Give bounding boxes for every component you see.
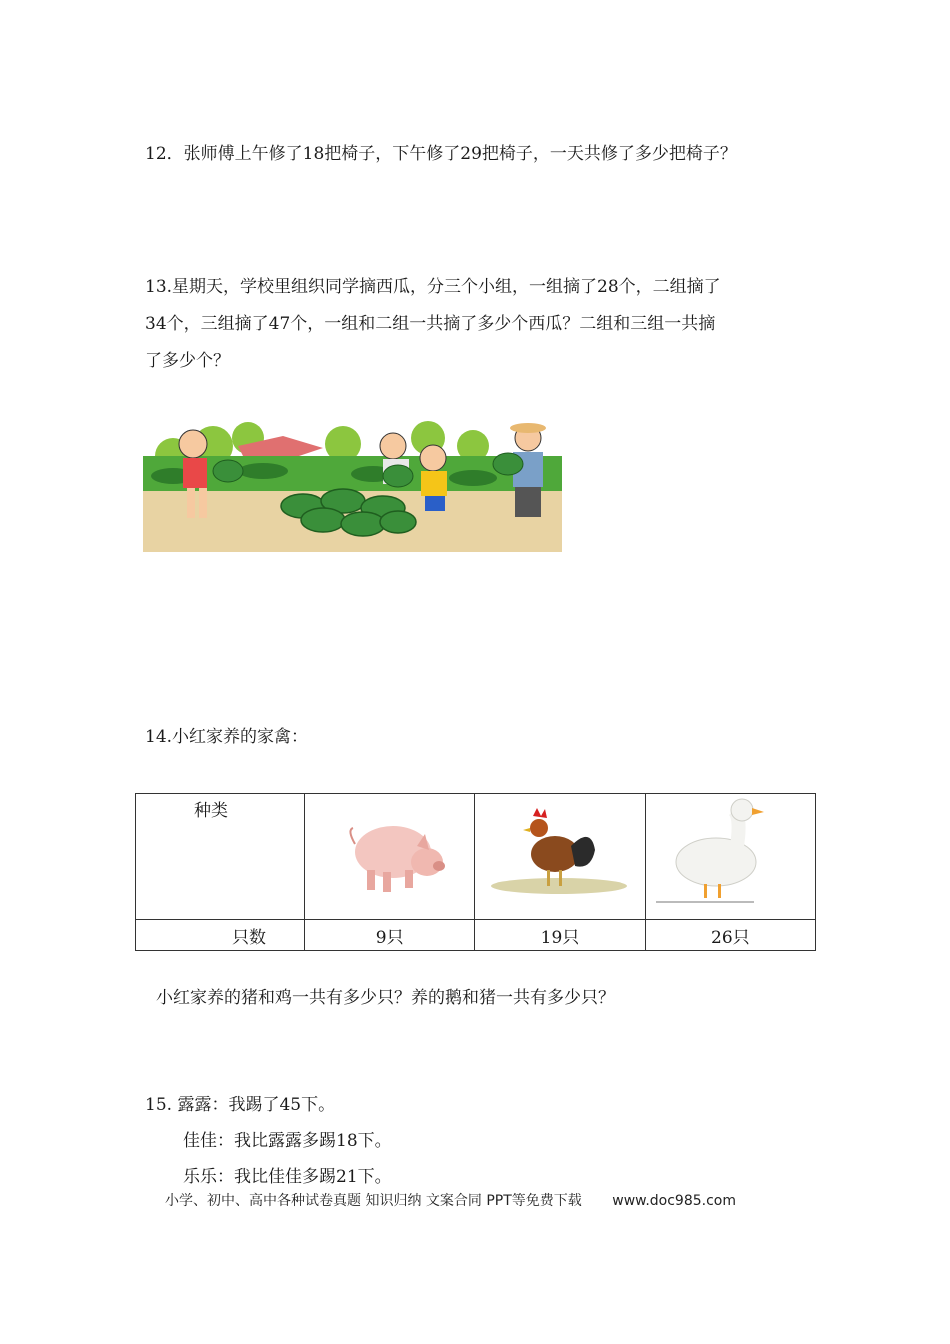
footer-url[interactable]: www.doc985.com (612, 1193, 736, 1209)
rooster-image (475, 794, 643, 914)
duck-count: 26只 (645, 920, 815, 951)
duck-image (646, 794, 814, 914)
type-label: 种类 (194, 801, 228, 821)
question-12: 12．张师傅上午修了18把椅子，下午修了29把椅子，一天共修了多少把椅子？ (145, 144, 737, 164)
page-footer (165, 1192, 736, 1210)
count-label: 只数 (136, 920, 305, 951)
question-14-intro: 14.小红家养的家禽： (145, 727, 309, 747)
question-15-line-2: 佳佳：我比露露多踢18下。 (183, 1131, 392, 1151)
question-13-line-1: 13.星期天，学校里组织同学摘西瓜，分三个小组，一组摘了28个，二组摘了 (145, 277, 721, 297)
pig-count: 9只 (305, 920, 475, 951)
rooster-count: 19只 (475, 920, 645, 951)
question-15-line-1: 15. 露露：我踢了45下。 (145, 1095, 336, 1115)
pig-image-cell (305, 794, 475, 920)
question-15-line-3: 乐乐：我比佳佳多踢21下。 (183, 1167, 392, 1187)
question-13-line-2: 34个，三组摘了47个，一组和二组一共摘了多少个西瓜？二组和三组一共摘 (145, 314, 716, 334)
rooster-image-cell (475, 794, 645, 920)
header-cell-type (136, 794, 305, 920)
pig-image (305, 794, 473, 914)
question-14-prompt: 小红家养的猪和鸡一共有多少只？养的鹅和猪一共有多少只？ (156, 988, 615, 1008)
poultry-table (135, 793, 816, 951)
watermelon-picking-illustration (143, 416, 562, 552)
footer-text: 小学、初中、高中各种试卷真题 知识归纳 文案合同 PPT等免费下载 (165, 1193, 582, 1209)
question-13-line-3: 了多少个？ (145, 351, 230, 371)
duck-image-cell (645, 794, 815, 920)
